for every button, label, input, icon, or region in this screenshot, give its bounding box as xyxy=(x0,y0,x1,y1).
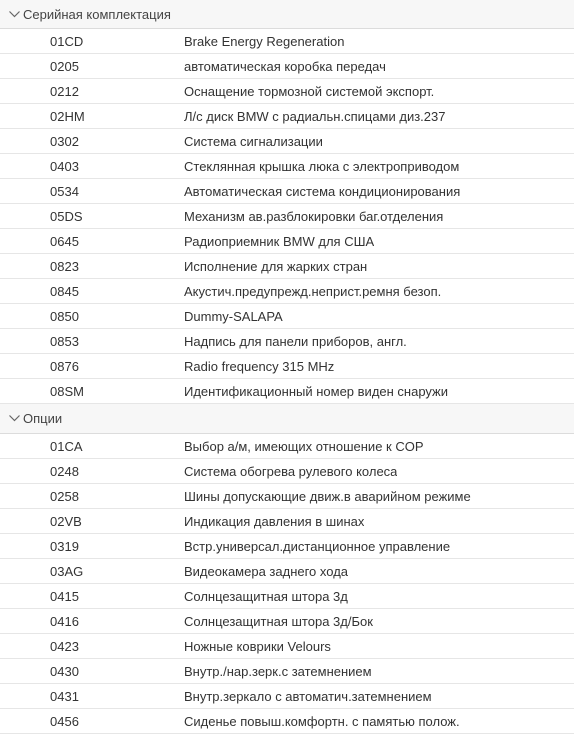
option-code: 0430 xyxy=(50,663,79,679)
chevron-down-icon[interactable] xyxy=(7,7,21,21)
option-code: 05DS xyxy=(50,208,83,224)
option-code: 08SM xyxy=(50,383,84,399)
option-code: 0302 xyxy=(50,133,79,149)
list-item xyxy=(0,29,574,54)
option-description: Ножные коврики Velours xyxy=(184,638,331,654)
list-item xyxy=(0,459,574,484)
option-list xyxy=(0,434,574,734)
option-description: Исполнение для жарких стран xyxy=(184,258,368,274)
option-list xyxy=(0,29,574,404)
option-description: Radio frequency 315 MHz xyxy=(184,358,335,374)
section-title: Серийная комплектация xyxy=(23,6,171,22)
list-item xyxy=(0,484,574,509)
option-description: Система сигнализации xyxy=(184,133,323,149)
option-description: Индикация давления в шинах xyxy=(184,513,365,529)
option-code: 0403 xyxy=(50,158,79,174)
option-description: Автоматическая система кондиционирования xyxy=(184,183,461,199)
list-item xyxy=(0,104,574,129)
list-item xyxy=(0,379,574,404)
list-item xyxy=(0,509,574,534)
option-description: Солнцезащитная штора 3д xyxy=(184,588,348,604)
list-item xyxy=(0,434,574,459)
option-description: Радиоприемник BMW для США xyxy=(184,233,375,249)
option-description: Внутр.зеркало с автоматич.затемнением xyxy=(184,688,432,704)
option-description: Встр.универсал.дистанционное управление xyxy=(184,538,451,554)
list-item xyxy=(0,684,574,709)
option-code: 0205 xyxy=(50,58,79,74)
list-item xyxy=(0,79,574,104)
option-description: Система обогрева рулевого колеса xyxy=(184,463,398,479)
option-code: 0876 xyxy=(50,358,79,374)
option-code: 02VB xyxy=(50,513,82,529)
list-item xyxy=(0,204,574,229)
list-item xyxy=(0,254,574,279)
list-item xyxy=(0,659,574,684)
list-item xyxy=(0,179,574,204)
option-description: Шины допускающие движ.в аварийном режиме xyxy=(184,488,471,504)
option-code: 0823 xyxy=(50,258,79,274)
list-item xyxy=(0,229,574,254)
option-code: 0845 xyxy=(50,283,79,299)
section-header[interactable] xyxy=(0,0,574,29)
section-header[interactable] xyxy=(0,404,574,434)
option-code: 0534 xyxy=(50,183,79,199)
list-item xyxy=(0,584,574,609)
option-description: Dummy-SALAPA xyxy=(184,308,283,324)
option-description: Внутр./нар.зерк.с затемнением xyxy=(184,663,372,679)
option-description: Солнцезащитная штора 3д/Бок xyxy=(184,613,373,629)
option-code: 03AG xyxy=(50,563,84,579)
option-code: 02HM xyxy=(50,108,85,124)
list-item xyxy=(0,329,574,354)
option-description: Сиденье повыш.комфортн. с памятью полож. xyxy=(184,713,460,729)
chevron-down-icon[interactable] xyxy=(7,412,21,426)
list-item xyxy=(0,709,574,734)
option-description: Brake Energy Regeneration xyxy=(184,33,345,49)
option-code: 0645 xyxy=(50,233,79,249)
option-code: 0416 xyxy=(50,613,79,629)
option-code: 0258 xyxy=(50,488,79,504)
option-description: Выбор а/м, имеющих отношение к COP xyxy=(184,438,424,454)
option-code: 0415 xyxy=(50,588,79,604)
list-item xyxy=(0,279,574,304)
option-description: Стеклянная крышка люка с электроприводом xyxy=(184,158,460,174)
option-code: 0248 xyxy=(50,463,79,479)
list-item xyxy=(0,129,574,154)
option-description: автоматическая коробка передач xyxy=(184,58,386,74)
option-description: Л/с диск BMW с радиальн.спицами диз.237 xyxy=(184,108,446,124)
option-description: Механизм ав.разблокировки баг.отделения xyxy=(184,208,444,224)
list-item xyxy=(0,609,574,634)
list-item xyxy=(0,354,574,379)
list-item xyxy=(0,154,574,179)
option-code: 0853 xyxy=(50,333,79,349)
option-code: 0456 xyxy=(50,713,79,729)
list-item xyxy=(0,559,574,584)
option-code: 01CD xyxy=(50,33,84,49)
option-description: Надпись для панели приборов, англ. xyxy=(184,333,407,349)
option-code: 0431 xyxy=(50,688,79,704)
option-description: Идентификационный номер виден снаружи xyxy=(184,383,449,399)
option-code: 0319 xyxy=(50,538,79,554)
list-item xyxy=(0,634,574,659)
list-item xyxy=(0,54,574,79)
option-code: 01CA xyxy=(50,438,83,454)
option-description: Оснащение тормозной системой экспорт. xyxy=(184,83,435,99)
option-description: Видеокамера заднего хода xyxy=(184,563,349,579)
option-code: 0850 xyxy=(50,308,79,324)
option-code: 0212 xyxy=(50,83,79,99)
list-item xyxy=(0,534,574,559)
list-item xyxy=(0,304,574,329)
section-title: Опции xyxy=(23,411,63,426)
option-description: Акустич.предупрежд.неприст.ремня безоп. xyxy=(184,283,442,299)
option-code: 0423 xyxy=(50,638,79,654)
